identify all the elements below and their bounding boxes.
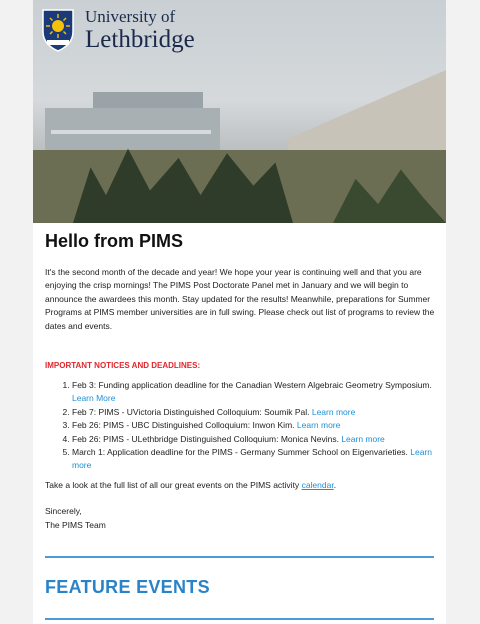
- notice-text: Feb 3: Funding application deadline for the Canadian Western Algebraic Geometry Symposium.: [72, 380, 432, 391]
- list-item: [72, 419, 435, 432]
- learn-more-link[interactable]: Learn more: [341, 433, 385, 444]
- notices-heading: IMPORTANT NOTICES AND DEADLINES:: [45, 361, 201, 371]
- notice-text: Feb 26: PIMS - UBC Distinguished Colloquium: Inwon Kim.: [72, 420, 295, 431]
- notice-text: Feb 26: PIMS - ULethbridge Distinguished Colloquium: Monica Nevins.: [72, 433, 339, 444]
- section-divider: [45, 618, 434, 620]
- university-logo[interactable]: [41, 8, 195, 52]
- learn-more-link[interactable]: Learn more: [311, 406, 356, 417]
- calendar-paragraph: Take a look at the full list of all our great events on the PIMS activity calendar.: [45, 479, 337, 490]
- section-divider: [45, 556, 434, 558]
- list-item: [72, 379, 435, 406]
- calendar-link[interactable]: calendar: [301, 479, 334, 490]
- learn-more-link[interactable]: Learn more: [296, 420, 341, 431]
- logo-wordmark: [85, 8, 195, 52]
- campus-hero-image: [33, 0, 446, 223]
- list-item: [72, 433, 435, 446]
- notice-text: March 1: Application deadline for the PIMS - Germany Summer School on Eigenvarieties.: [72, 447, 408, 458]
- newsletter-body: [45, 231, 435, 532]
- greeting-heading: Hello from PIMS: [45, 231, 184, 251]
- feature-events-heading: FEATURE EVENTS: [45, 577, 210, 597]
- calendar-text: Take a look at the full list of all our great events on the PIMS activity: [45, 479, 300, 490]
- signoff-text: Sincerely,: [45, 506, 82, 517]
- logo-line-1: University of: [85, 7, 176, 26]
- list-item: [72, 446, 435, 473]
- list-item: [72, 406, 435, 419]
- notice-text: Feb 7: PIMS - UVictoria Distinguished Colloquium: Soumik Pal.: [72, 406, 310, 417]
- intro-paragraph: It's the second month of the decade and year! We hope your year is continuing well and that you are enjoying the crisp mornings! The PIMS Post Doctorate Panel met in January and we will begin to announce the awardees this month. Stay updated for the results! Meanwhile, preparations for Summer Programs at PIMS member universities are in full swing. Please check out list of programs to review the dates and events.: [45, 267, 435, 331]
- learn-more-link[interactable]: Learn more: [72, 447, 433, 471]
- learn-more-link[interactable]: Learn More: [72, 393, 116, 404]
- newsletter-card: [33, 0, 446, 624]
- signature: [45, 504, 435, 532]
- building-window-band: [51, 130, 211, 134]
- team-name: The PIMS Team: [45, 520, 106, 531]
- notices-list: [45, 379, 435, 473]
- logo-line-2: Lethbridge: [85, 26, 195, 53]
- university-crest-icon: [41, 8, 75, 52]
